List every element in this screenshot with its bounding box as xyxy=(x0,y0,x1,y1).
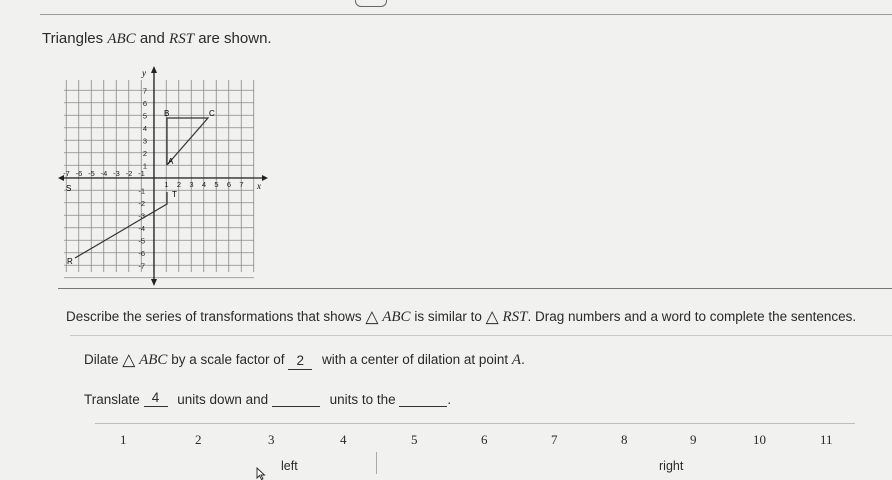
point-label-r: R xyxy=(67,257,73,266)
top-divider xyxy=(40,14,892,15)
y-tick-label: 3 xyxy=(142,136,147,146)
sentence2-c: units to the xyxy=(325,392,400,407)
sentence1-c: with a center of dilation at point xyxy=(318,352,512,367)
y-tick-label: -4 xyxy=(138,224,145,233)
triangle-symbol-icon: △ xyxy=(485,307,499,326)
x-tick-label: 1 xyxy=(164,180,169,189)
intro-pre: Triangles xyxy=(42,30,108,47)
question-triangle-abc: ABC xyxy=(382,309,411,325)
drag-word-left[interactable]: left xyxy=(281,459,298,473)
question-pre: Describe the series of transformations that shows xyxy=(66,309,366,324)
drag-number-7[interactable]: 7 xyxy=(551,432,558,447)
intro-triangle-rst: RST xyxy=(169,31,195,47)
sentence1-a: Dilate xyxy=(84,352,123,367)
section-divider xyxy=(58,288,892,289)
x-tick-label: -2 xyxy=(125,169,133,178)
sentence2-a: Translate xyxy=(84,392,144,407)
y-tick-label: 6 xyxy=(142,99,147,108)
y-tick-label: -2 xyxy=(138,199,145,208)
point-label-t: T xyxy=(172,190,177,199)
y-tick-label: 2 xyxy=(142,149,147,158)
units-down-blank[interactable]: 4 xyxy=(144,390,168,407)
x-tick-label: 3 xyxy=(189,180,194,189)
intro-mid: and xyxy=(135,30,170,47)
x-tick-label: 7 xyxy=(239,180,244,189)
mouse-pointer-icon xyxy=(256,467,266,480)
triangle-symbol-icon: △ xyxy=(122,350,136,369)
intro-text xyxy=(42,30,272,48)
drag-number-8[interactable]: 8 xyxy=(621,432,628,447)
x-tick-label: 4 xyxy=(201,180,207,189)
intro-post: are shown. xyxy=(194,30,272,47)
question-post: . Drag numbers and a word to complete the sentences. xyxy=(527,309,857,324)
intro-triangle-abc: ABC xyxy=(107,31,136,47)
x-tick-label: -4 xyxy=(100,169,108,178)
drag-number-5[interactable]: 5 xyxy=(411,432,418,447)
x-tick-label: -5 xyxy=(88,169,95,178)
word-bank-divider xyxy=(376,452,377,474)
question-mid: is similar to xyxy=(410,309,486,324)
x-tick-label: 5 xyxy=(214,180,219,189)
y-tick-label: 4 xyxy=(142,124,147,133)
triangle-symbol-icon: △ xyxy=(365,307,379,326)
y-tick-label: -7 xyxy=(138,261,145,271)
y-tick-label: -6 xyxy=(138,249,145,258)
drag-number-2[interactable]: 2 xyxy=(195,432,202,447)
x-tick-label: -3 xyxy=(113,169,120,178)
x-axis-label: x xyxy=(257,181,261,191)
x-tick-label: -7 xyxy=(63,169,70,178)
y-tick-label: -3 xyxy=(138,211,145,221)
coordinate-graph xyxy=(58,66,268,288)
point-label-s: S xyxy=(66,184,72,193)
sentence-translate xyxy=(84,390,451,407)
sentence1-d: . xyxy=(521,352,525,367)
top-toolbar-tab xyxy=(355,0,387,7)
sentence1-b: by a scale factor of xyxy=(167,352,289,367)
sentence-dilate xyxy=(84,350,525,370)
point-label-c: C xyxy=(209,109,215,118)
point-label-b: B xyxy=(164,109,170,118)
x-tick-label: -1 xyxy=(138,169,145,178)
scale-factor-blank[interactable]: 2 xyxy=(288,353,312,370)
y-axis-label: y xyxy=(142,68,146,78)
sentence1-triangle: ABC xyxy=(139,352,168,368)
y-tick-label: 1 xyxy=(142,161,147,171)
x-tick-label: -6 xyxy=(75,169,83,178)
y-tick-label: -5 xyxy=(138,236,145,246)
question-text xyxy=(66,307,856,327)
y-tick-label: 5 xyxy=(142,111,147,121)
x-tick-label: 6 xyxy=(226,180,232,189)
question-triangle-rst: RST xyxy=(502,309,528,325)
sentence2-d: . xyxy=(447,392,452,407)
answer-bank-divider xyxy=(95,423,855,424)
sentence2-b: units down and xyxy=(173,392,272,407)
drag-number-3[interactable]: 3 xyxy=(268,432,275,447)
triangle-rst xyxy=(75,192,167,258)
answer-panel xyxy=(70,335,892,428)
drag-number-9[interactable]: 9 xyxy=(690,432,697,447)
x-tick-label: 2 xyxy=(176,180,182,189)
y-tick-label: 7 xyxy=(142,86,147,96)
drag-number-11[interactable]: 11 xyxy=(820,432,833,447)
drag-number-1[interactable]: 1 xyxy=(120,432,127,447)
drag-word-right[interactable]: right xyxy=(659,459,684,473)
units-horizontal-blank[interactable] xyxy=(272,390,320,407)
sentence1-point: A xyxy=(511,352,522,368)
drag-number-10[interactable]: 10 xyxy=(753,432,766,447)
drag-number-6[interactable]: 6 xyxy=(481,432,488,447)
point-label-a: A xyxy=(168,157,174,166)
drag-number-4[interactable]: 4 xyxy=(340,432,347,447)
y-tick-label: -1 xyxy=(138,186,145,196)
direction-blank[interactable] xyxy=(399,390,447,407)
